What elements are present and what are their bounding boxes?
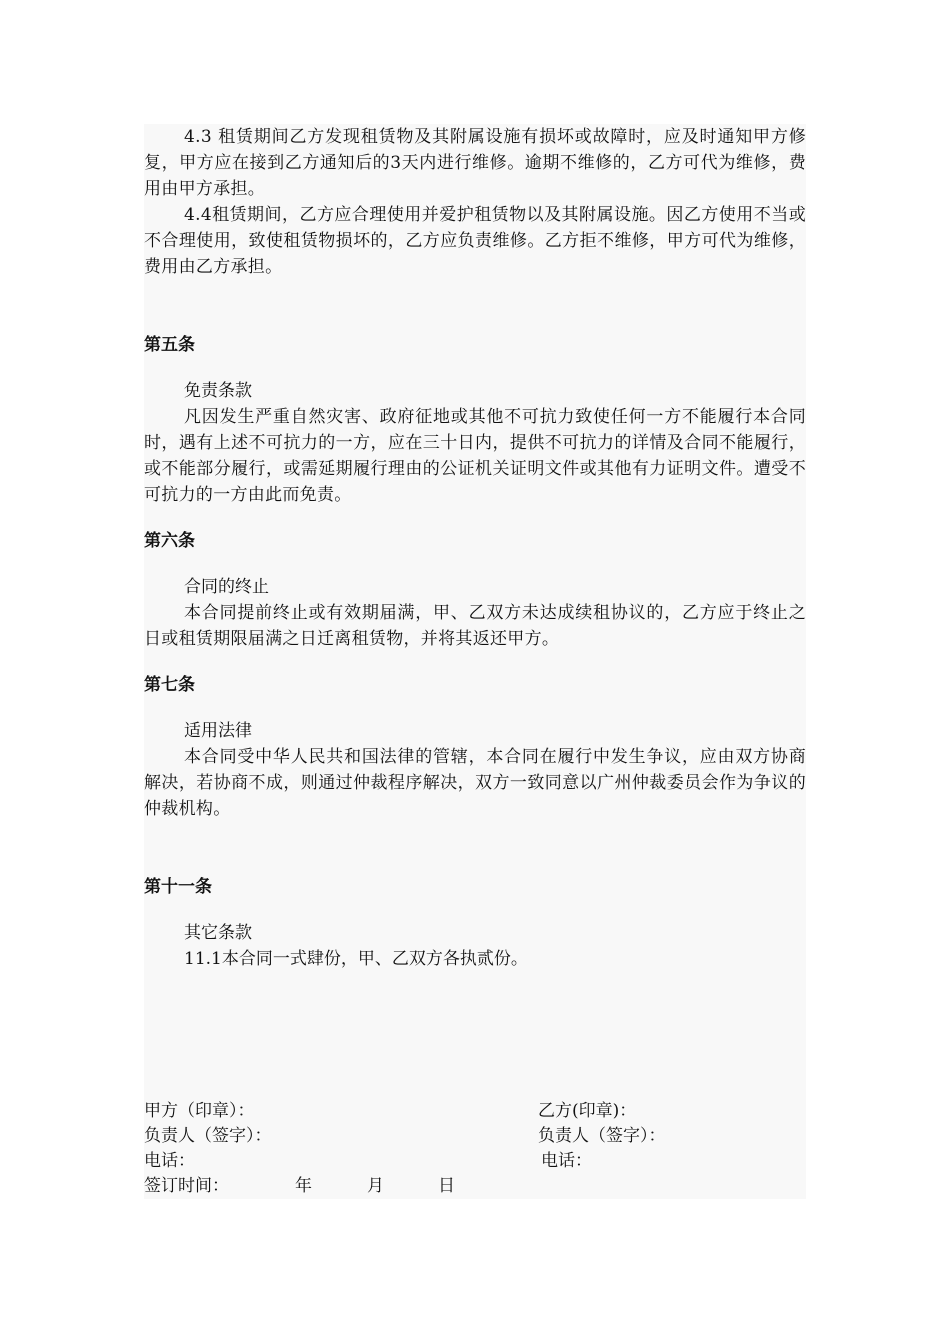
- article-5-body: 凡因发生严重自然灾害、政府征地或其他不可抗力致使任何一方不能履行本合同时，遇有上述不可抗力的一方，应在三十日内，提供不可抗力的详情及合同不能履行，或不能部分履行，或需延期履行理由的公证机关证明文件或其他有力证明文件。遭受不可抗力的一方由此而免责。: [144, 407, 806, 505]
- article-5-title: 免责条款: [184, 381, 252, 401]
- article-11-title: 其它条款: [184, 923, 252, 943]
- clause-4-3: 4.3 租赁期间乙方发现租赁物及其附属设施有损坏或故障时，应及时通知甲方修复，甲方应在接到乙方通知后的3天内进行维修。逾期不维修的，乙方可代为维修，费用由甲方承担。: [144, 127, 806, 199]
- month-label: 月: [367, 1176, 384, 1196]
- article-6-heading: 第六条: [144, 531, 195, 551]
- article-7-heading: 第七条: [144, 675, 195, 695]
- article-11-body: 11.1本合同一式肆份，甲、乙双方各执贰份。: [184, 949, 528, 969]
- signature-block: [144, 1099, 806, 1199]
- article-7-body: 本合同受中华人民共和国法律的管辖，本合同在履行中发生争议，应由双方协商解决，若协商不成，则通过仲裁程序解决，双方一致同意以广州仲裁委员会作为争议的仲裁机构。: [144, 747, 806, 819]
- article-6-title: 合同的终止: [184, 577, 269, 597]
- party-b-phone-label: 电话：: [541, 1151, 592, 1171]
- party-b-seal-label: 乙方(印章)：: [538, 1101, 637, 1121]
- clause-4-4: 4.4租赁期间，乙方应合理使用并爱护租赁物以及其附属设施。因乙方使用不当或不合理使用，致使租赁物损坏的，乙方应负责维修。乙方拒不维修，甲方可代为维修，费用由乙方承担。: [144, 205, 806, 277]
- party-a-phone-label: 电话：: [144, 1151, 195, 1171]
- year-label: 年: [295, 1176, 312, 1196]
- party-b-responsible-label: 负责人（签字）：: [538, 1126, 666, 1146]
- party-a-responsible-label: 负责人（签字）：: [144, 1126, 272, 1146]
- article-5-heading: 第五条: [144, 335, 195, 355]
- contract-content: [144, 124, 806, 1199]
- article-7-title: 适用法律: [184, 721, 252, 741]
- sign-time-label: 签订时间：: [144, 1176, 229, 1196]
- article-6-body: 本合同提前终止或有效期届满，甲、乙双方未达成续租协议的，乙方应于终止之日或租赁期限届满之日迁离租赁物，并将其返还甲方。: [144, 603, 806, 649]
- article-11-heading: 第十一条: [144, 877, 212, 897]
- party-a-seal-label: 甲方（印章）：: [144, 1101, 255, 1121]
- day-label: 日: [438, 1176, 455, 1196]
